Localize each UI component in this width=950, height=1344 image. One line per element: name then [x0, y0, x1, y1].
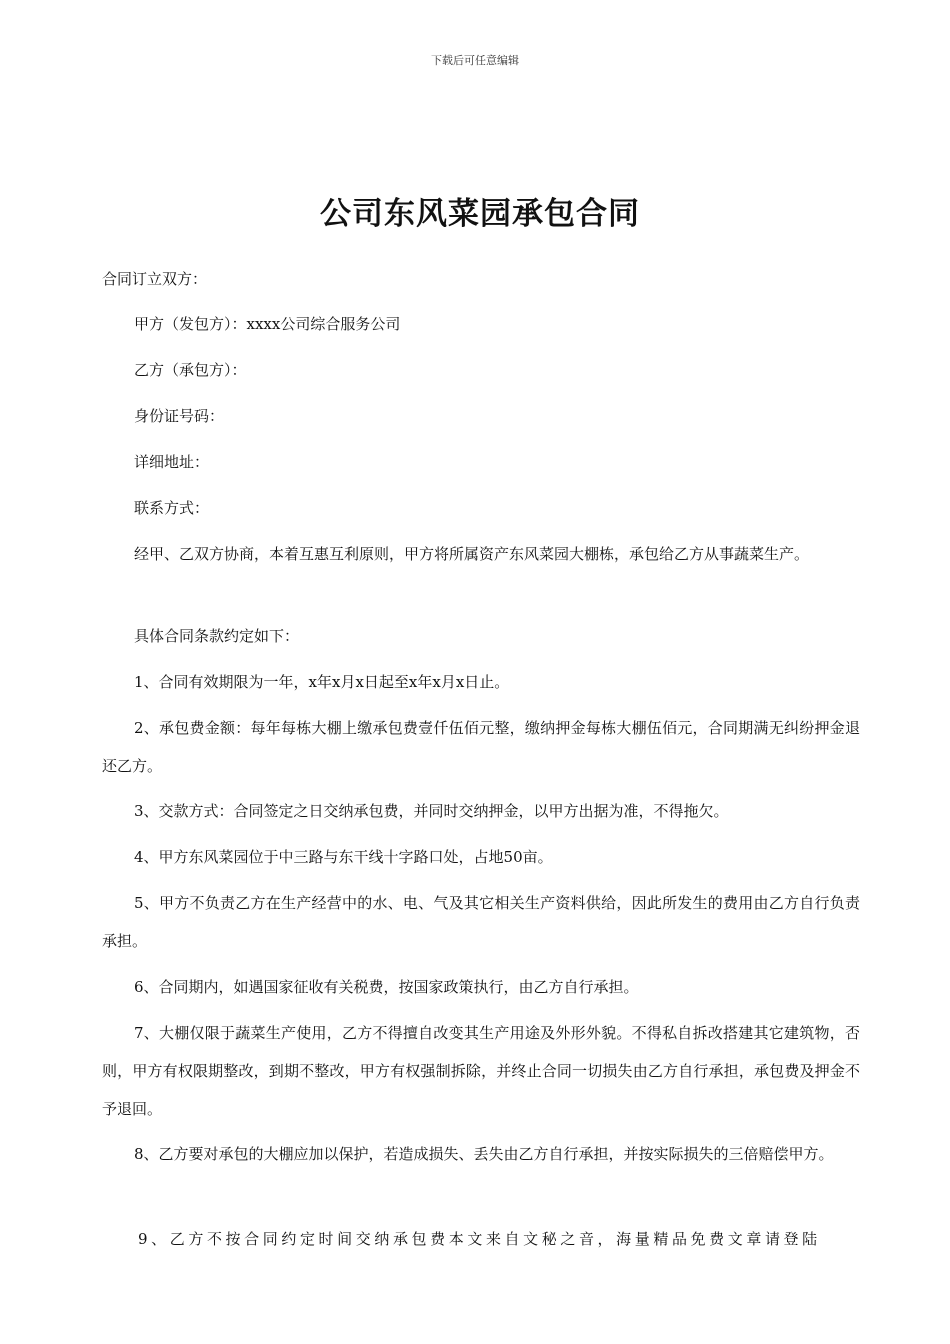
clause-9: 9、乙方不按合同约定时间交纳承包费本文来自文秘之音，海量精品免费文章请登陆 [138, 1230, 821, 1248]
clause-4: 4、甲方东风菜园位于中三路与东干线十字路口处，占地50亩。 [134, 848, 553, 866]
party-b-line: 乙方（承包方）： [134, 361, 247, 379]
clause-3: 3、交款方式：合同签定之日交纳承包费，并同时交纳押金，以甲方出据为准，不得拖欠。 [134, 802, 729, 820]
preamble-paragraph: 经甲、乙双方协商，本着互惠互利原则，甲方将所属资产东风菜园大棚栋，承包给乙方从事蔬菜生产。 [134, 545, 810, 563]
clause-1: 1、合同有效期限为一年，x年x月x日起至x年x月x日止。 [134, 673, 510, 691]
clause-6: 6、合同期内，如遇国家征收有关税费，按国家政策执行，由乙方自行承担。 [134, 978, 639, 996]
clauses-intro: 具体合同条款约定如下： [134, 627, 300, 645]
address-line: 详细地址： [134, 453, 210, 471]
clause-2: 2、承包费金额：每年每栋大棚上缴承包费壹仟伍佰元整，缴纳押金每栋大棚伍佰元，合同期满无纠纷押金退还乙方。 [102, 719, 860, 775]
id-number-line: 身份证号码： [134, 407, 225, 425]
clause-7: 7、大棚仅限于蔬菜生产使用，乙方不得擅自改变其生产用途及外形外貌。不得私自拆改搭建其它建筑物，否则，甲方有权限期整改，到期不整改，甲方有权强制拆除，并终止合同一切损失由乙方自行承担，承包费及押金不予退回。 [102, 1024, 860, 1118]
header-note: 下载后可任意编辑 [431, 54, 519, 67]
party-a-line: 甲方（发包方）：xxxx公司综合服务公司 [134, 315, 401, 333]
contact-line: 联系方式： [134, 499, 210, 517]
clause-5: 5、甲方不负责乙方在生产经营中的水、电、气及其它相关生产资料供给，因此所发生的费用由乙方自行负责承担。 [102, 894, 860, 950]
document-title: 公司东风菜园承包合同 [320, 196, 640, 232]
clause-8: 8、乙方要对承包的大棚应加以保护，若造成损失、丢失由乙方自行承担，并按实际损失的三倍赔偿甲方。 [134, 1145, 834, 1163]
parties-intro: 合同订立双方： [102, 270, 208, 288]
